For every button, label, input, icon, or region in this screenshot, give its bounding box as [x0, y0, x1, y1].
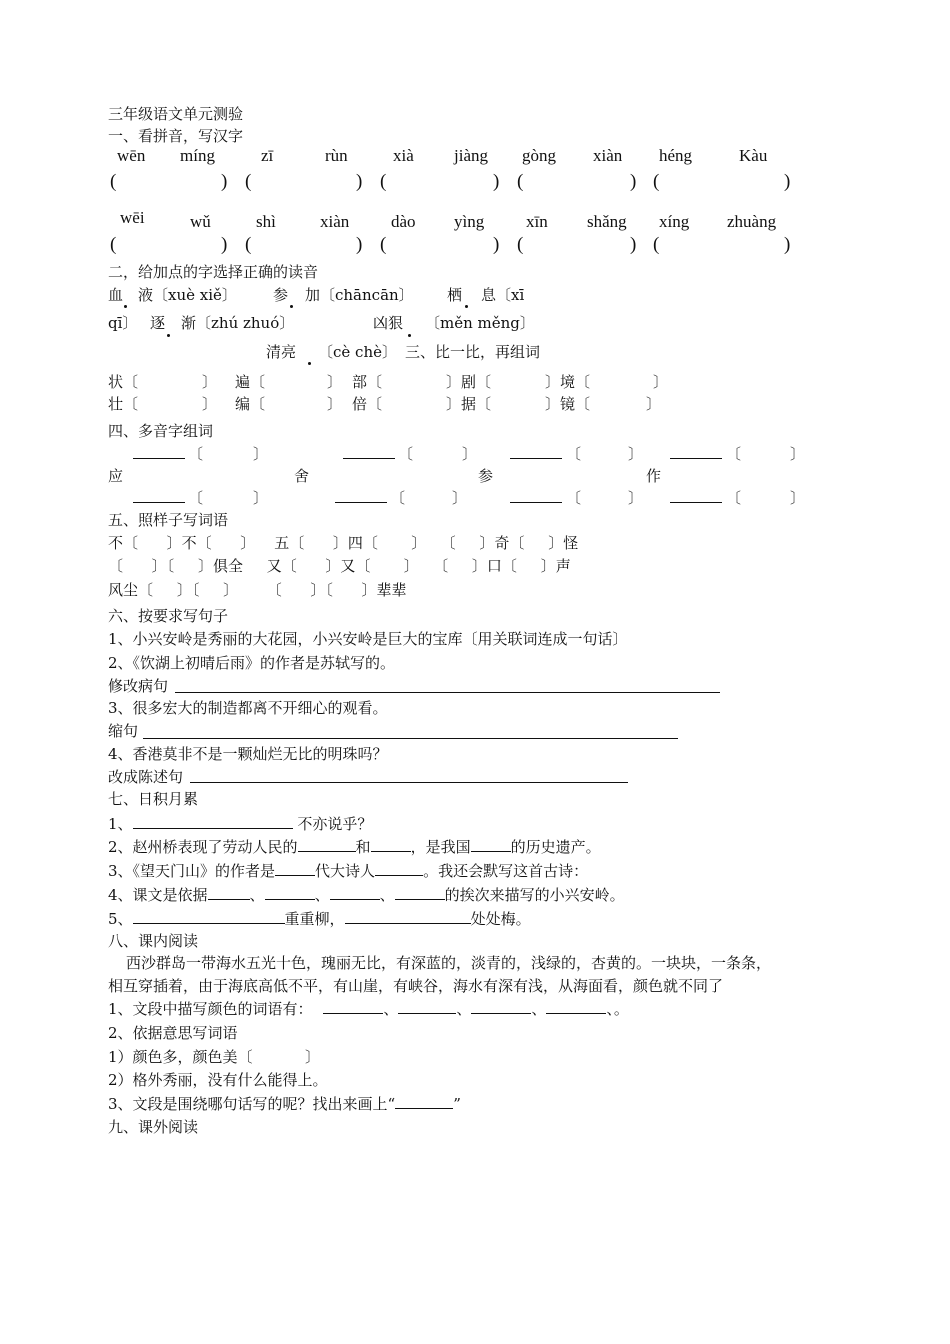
q-text: 的历史遗产。	[510, 838, 601, 856]
polyphone-char: 舍	[294, 467, 310, 485]
pinyin: shì	[256, 212, 276, 231]
compare-cell: 〕	[327, 373, 343, 391]
reading-q2-2: 2）格外秀丽，没有什么能得上。	[108, 1071, 328, 1089]
separator: 、	[456, 1000, 472, 1018]
answer-blank[interactable]	[330, 885, 380, 900]
sentence-task-label: 缩句	[108, 722, 139, 740]
bracket: 〔	[188, 445, 204, 463]
q-text: ”	[453, 1095, 461, 1113]
compare-cell: 状〔	[108, 373, 139, 391]
answer-line	[343, 458, 395, 459]
reading-choice: qī〕	[108, 314, 138, 332]
paren-close: )	[356, 171, 363, 192]
bracket: 〔	[726, 445, 742, 463]
section-6-heading: 六、按要求写句子	[108, 607, 229, 625]
q-text: 不亦说乎？	[297, 815, 373, 833]
bracket: 〔	[726, 489, 742, 507]
answer-blank[interactable]	[323, 999, 383, 1014]
paren-open: (	[517, 171, 524, 192]
separator: 、	[314, 886, 330, 904]
answer-line[interactable]	[143, 738, 678, 739]
pattern-row-1: 不〔 〕不〔 〕 五〔 〕四〔 〕 〔 〕奇〔 〕怪	[108, 534, 579, 552]
emphasis-dot	[465, 305, 468, 308]
reading-choice: 加〔chāncān〕	[305, 286, 414, 304]
reading-q2: 2、依据意思写词语	[108, 1024, 238, 1042]
paren-close: )	[221, 234, 228, 255]
q-text: 代大诗人	[315, 862, 376, 880]
compare-cell: 部〔	[352, 373, 383, 391]
q-number: 5、	[108, 910, 133, 928]
section-7-heading: 七、日积月累	[108, 790, 199, 808]
pinyin: xíng	[659, 212, 690, 231]
reading-item: 栖	[447, 286, 463, 304]
answer-line	[670, 458, 722, 459]
section-2-heading: 二，给加点的字选择正确的读音	[108, 263, 319, 281]
paren-close: )	[493, 234, 500, 255]
bracket: 〕	[628, 489, 644, 507]
pinyin: dào	[391, 212, 416, 231]
compare-cell: 〕	[653, 373, 669, 391]
bracket: 〔	[390, 489, 406, 507]
compare-cell: 编〔	[235, 395, 266, 413]
section-5-heading: 五、照样子写词语	[108, 511, 229, 529]
accumulate-q5	[108, 909, 531, 929]
compare-cell: 壮〔	[108, 395, 139, 413]
emphasis-dot	[290, 305, 293, 308]
paren-open: (	[653, 171, 660, 192]
answer-line	[670, 502, 722, 503]
bracket: 〕	[452, 489, 468, 507]
pinyin: héng	[659, 146, 693, 165]
sentence-question-2: 2、《饮湖上初晴后雨》的作者是苏轼写的。	[108, 654, 396, 672]
q-number: 1、	[108, 815, 133, 833]
pinyin: gòng	[522, 146, 556, 165]
pinyin: xià	[393, 146, 414, 165]
answer-blank[interactable]	[395, 1094, 453, 1109]
separator: 、	[383, 1000, 399, 1018]
paren-close: )	[784, 234, 791, 255]
emphasis-dot	[167, 334, 170, 337]
reading-item: 血	[108, 286, 124, 304]
answer-line	[510, 502, 562, 503]
q-text: 重重柳，	[284, 910, 345, 928]
pinyin: rùn	[325, 146, 348, 165]
bracket: 〔	[566, 445, 582, 463]
answer-blank[interactable]	[265, 885, 315, 900]
q-text: 3、文段是围绕哪句话写的呢？找出来画上“	[108, 1095, 396, 1113]
compare-cell: 〕境〔	[545, 373, 591, 391]
answer-blank[interactable]	[395, 885, 445, 900]
compare-cell: 〕镜〔	[545, 395, 591, 413]
polyphone-char: 参	[478, 467, 494, 485]
compare-cell: 〕	[327, 395, 343, 413]
accumulate-q4	[108, 885, 625, 905]
answer-line	[133, 458, 185, 459]
sentence-question-3: 3、很多宏大的制造都离不开细心的观看。	[108, 699, 388, 717]
answer-blank[interactable]	[275, 861, 315, 876]
pinyin: xiàn	[320, 212, 350, 231]
paren-open: (	[245, 234, 252, 255]
answer-blank[interactable]	[133, 909, 285, 924]
polyphone-char: 作	[646, 467, 662, 485]
reading-choice: 〔měn měng〕	[425, 314, 535, 332]
section-9-heading: 九、课外阅读	[108, 1118, 199, 1136]
compare-cell: 〕	[202, 373, 218, 391]
reading-passage-line-1: 西沙群岛一带海水五光十色，瑰丽无比，有深蓝的，淡青的，浅绿的，杏黄的。一块块，一条条，	[126, 954, 772, 972]
q-text: 。我还会默写这首古诗：	[423, 862, 589, 880]
answer-line	[510, 458, 562, 459]
emphasis-dot	[124, 305, 127, 308]
answer-blank[interactable]	[345, 909, 471, 924]
pattern-row-2: 〔 〕〔 〕俱全 又〔 〕又〔 〕 〔 〕口〔 〕声	[108, 557, 571, 575]
q-text: 4、课文是依据	[108, 886, 208, 904]
pinyin: wēi	[120, 208, 145, 227]
bracket: 〕	[462, 445, 478, 463]
paren-open: (	[653, 234, 660, 255]
reading-item: 清亮	[266, 343, 297, 361]
answer-blank[interactable]	[398, 999, 456, 1014]
bracket: 〕	[790, 445, 806, 463]
paren-close: )	[221, 171, 228, 192]
answer-blank[interactable]	[208, 885, 250, 900]
pinyin: wēn	[117, 146, 146, 165]
reading-item: 逐	[150, 314, 166, 332]
compare-cell: 〕据〔	[446, 395, 492, 413]
paren-close: )	[630, 171, 637, 192]
pinyin: wǔ	[190, 212, 211, 231]
answer-blank[interactable]	[546, 999, 606, 1014]
sentence-question-1: 1、小兴安岭是秀丽的大花园，小兴安岭是巨大的宝库〔用关联词连成一句话〕	[108, 630, 628, 648]
pinyin: zī	[261, 146, 274, 165]
sentence-question-4: 4、香港莫非不是一颗灿烂无比的明珠吗？	[108, 745, 388, 763]
polyphone-char: 应	[108, 467, 124, 485]
reading-q1	[108, 999, 629, 1019]
separator: 、。	[606, 1000, 629, 1018]
section-8-heading: 八、课内阅读	[108, 932, 199, 950]
compare-cell: 〕	[646, 395, 662, 413]
answer-line[interactable]	[190, 782, 628, 783]
reading-item: 凶狠	[373, 314, 404, 332]
bracket: 〔	[566, 489, 582, 507]
reading-q3	[108, 1094, 461, 1114]
pattern-row-3: 风尘〔 〕〔 〕 〔 〕〔 〕辈辈	[108, 581, 407, 599]
reading-choice: 息〔xī	[481, 286, 525, 304]
compare-cell: 〕剧〔	[446, 373, 492, 391]
paren-close: )	[356, 234, 363, 255]
accumulate-q1	[108, 814, 372, 834]
paren-close: )	[493, 171, 500, 192]
bracket: 〕	[253, 445, 269, 463]
q-text: 处处梅。	[470, 910, 531, 928]
sentence-task-label: 修改病句	[108, 677, 169, 695]
pinyin: xīn	[526, 212, 548, 231]
answer-blank[interactable]	[471, 837, 511, 852]
emphasis-dot	[308, 362, 311, 365]
reading-choice: 渐〔zhú zhuó〕	[181, 314, 295, 332]
bracket: 〕	[253, 489, 269, 507]
separator: 、	[531, 1000, 547, 1018]
sentence-task-label: 改成陈述句	[108, 768, 184, 786]
accumulate-q2	[108, 837, 601, 857]
reading-passage-line-2: 相互穿插着，由于海底高低不平，有山崖，有峡谷，海水有深有浅，从海面看，颜色就不同了	[108, 977, 724, 995]
accumulate-q3	[108, 861, 588, 881]
pinyin: zhuàng	[727, 212, 777, 231]
bracket: 〕	[790, 489, 806, 507]
paren-open: (	[110, 234, 117, 255]
answer-line	[133, 502, 185, 503]
q-text: 3、《望天门山》的作者是	[108, 862, 276, 880]
separator: 、	[379, 886, 395, 904]
reading-q2-1: 1）颜色多，颜色美〔 〕	[108, 1048, 320, 1066]
bracket: 〔	[398, 445, 414, 463]
compare-cell: 〕	[202, 395, 218, 413]
reading-choice: 〔cè chè〕	[318, 343, 397, 361]
page-title: 三年级语文单元测验	[108, 105, 244, 123]
pinyin: míng	[180, 146, 215, 165]
separator: 、	[249, 886, 265, 904]
answer-blank[interactable]	[471, 999, 531, 1014]
q-text: 1、文段中描写颜色的词语有：	[108, 1000, 313, 1018]
answer-blank[interactable]	[133, 814, 293, 829]
paren-open: (	[517, 234, 524, 255]
compare-cell: 倍〔	[352, 395, 383, 413]
q-text: 的挨次来描写的小兴安岭。	[444, 886, 625, 904]
answer-blank[interactable]	[298, 837, 356, 852]
paren-close: )	[784, 171, 791, 192]
pinyin: Kàu	[739, 146, 768, 165]
answer-line[interactable]	[175, 692, 720, 693]
q-text: 和	[355, 838, 371, 856]
answer-line	[335, 502, 387, 503]
answer-blank[interactable]	[371, 837, 411, 852]
emphasis-dot	[408, 334, 411, 337]
paren-open: (	[380, 234, 387, 255]
section-1-heading: 一、看拼音，写汉字	[108, 127, 244, 145]
paren-open: (	[380, 171, 387, 192]
reading-item: 参	[273, 286, 289, 304]
pinyin: xiàn	[593, 146, 623, 165]
q-text: ，是我国	[410, 838, 471, 856]
paren-open: (	[110, 171, 117, 192]
bracket: 〔	[188, 489, 204, 507]
paren-open: (	[245, 171, 252, 192]
bracket: 〕	[628, 445, 644, 463]
compare-cell: 遍〔	[235, 373, 266, 391]
section-3-heading: 三、比一比，再组词	[405, 343, 541, 361]
pinyin: yìng	[454, 212, 485, 231]
q-text: 2、赵州桥表现了劳动人民的	[108, 838, 298, 856]
pinyin: jiàng	[454, 146, 488, 165]
reading-choice: 液〔xuè xiě〕	[138, 286, 237, 304]
paren-close: )	[630, 234, 637, 255]
section-4-heading: 四、多音字组词	[108, 422, 214, 440]
pinyin: shǎng	[587, 212, 627, 231]
answer-blank[interactable]	[375, 861, 423, 876]
